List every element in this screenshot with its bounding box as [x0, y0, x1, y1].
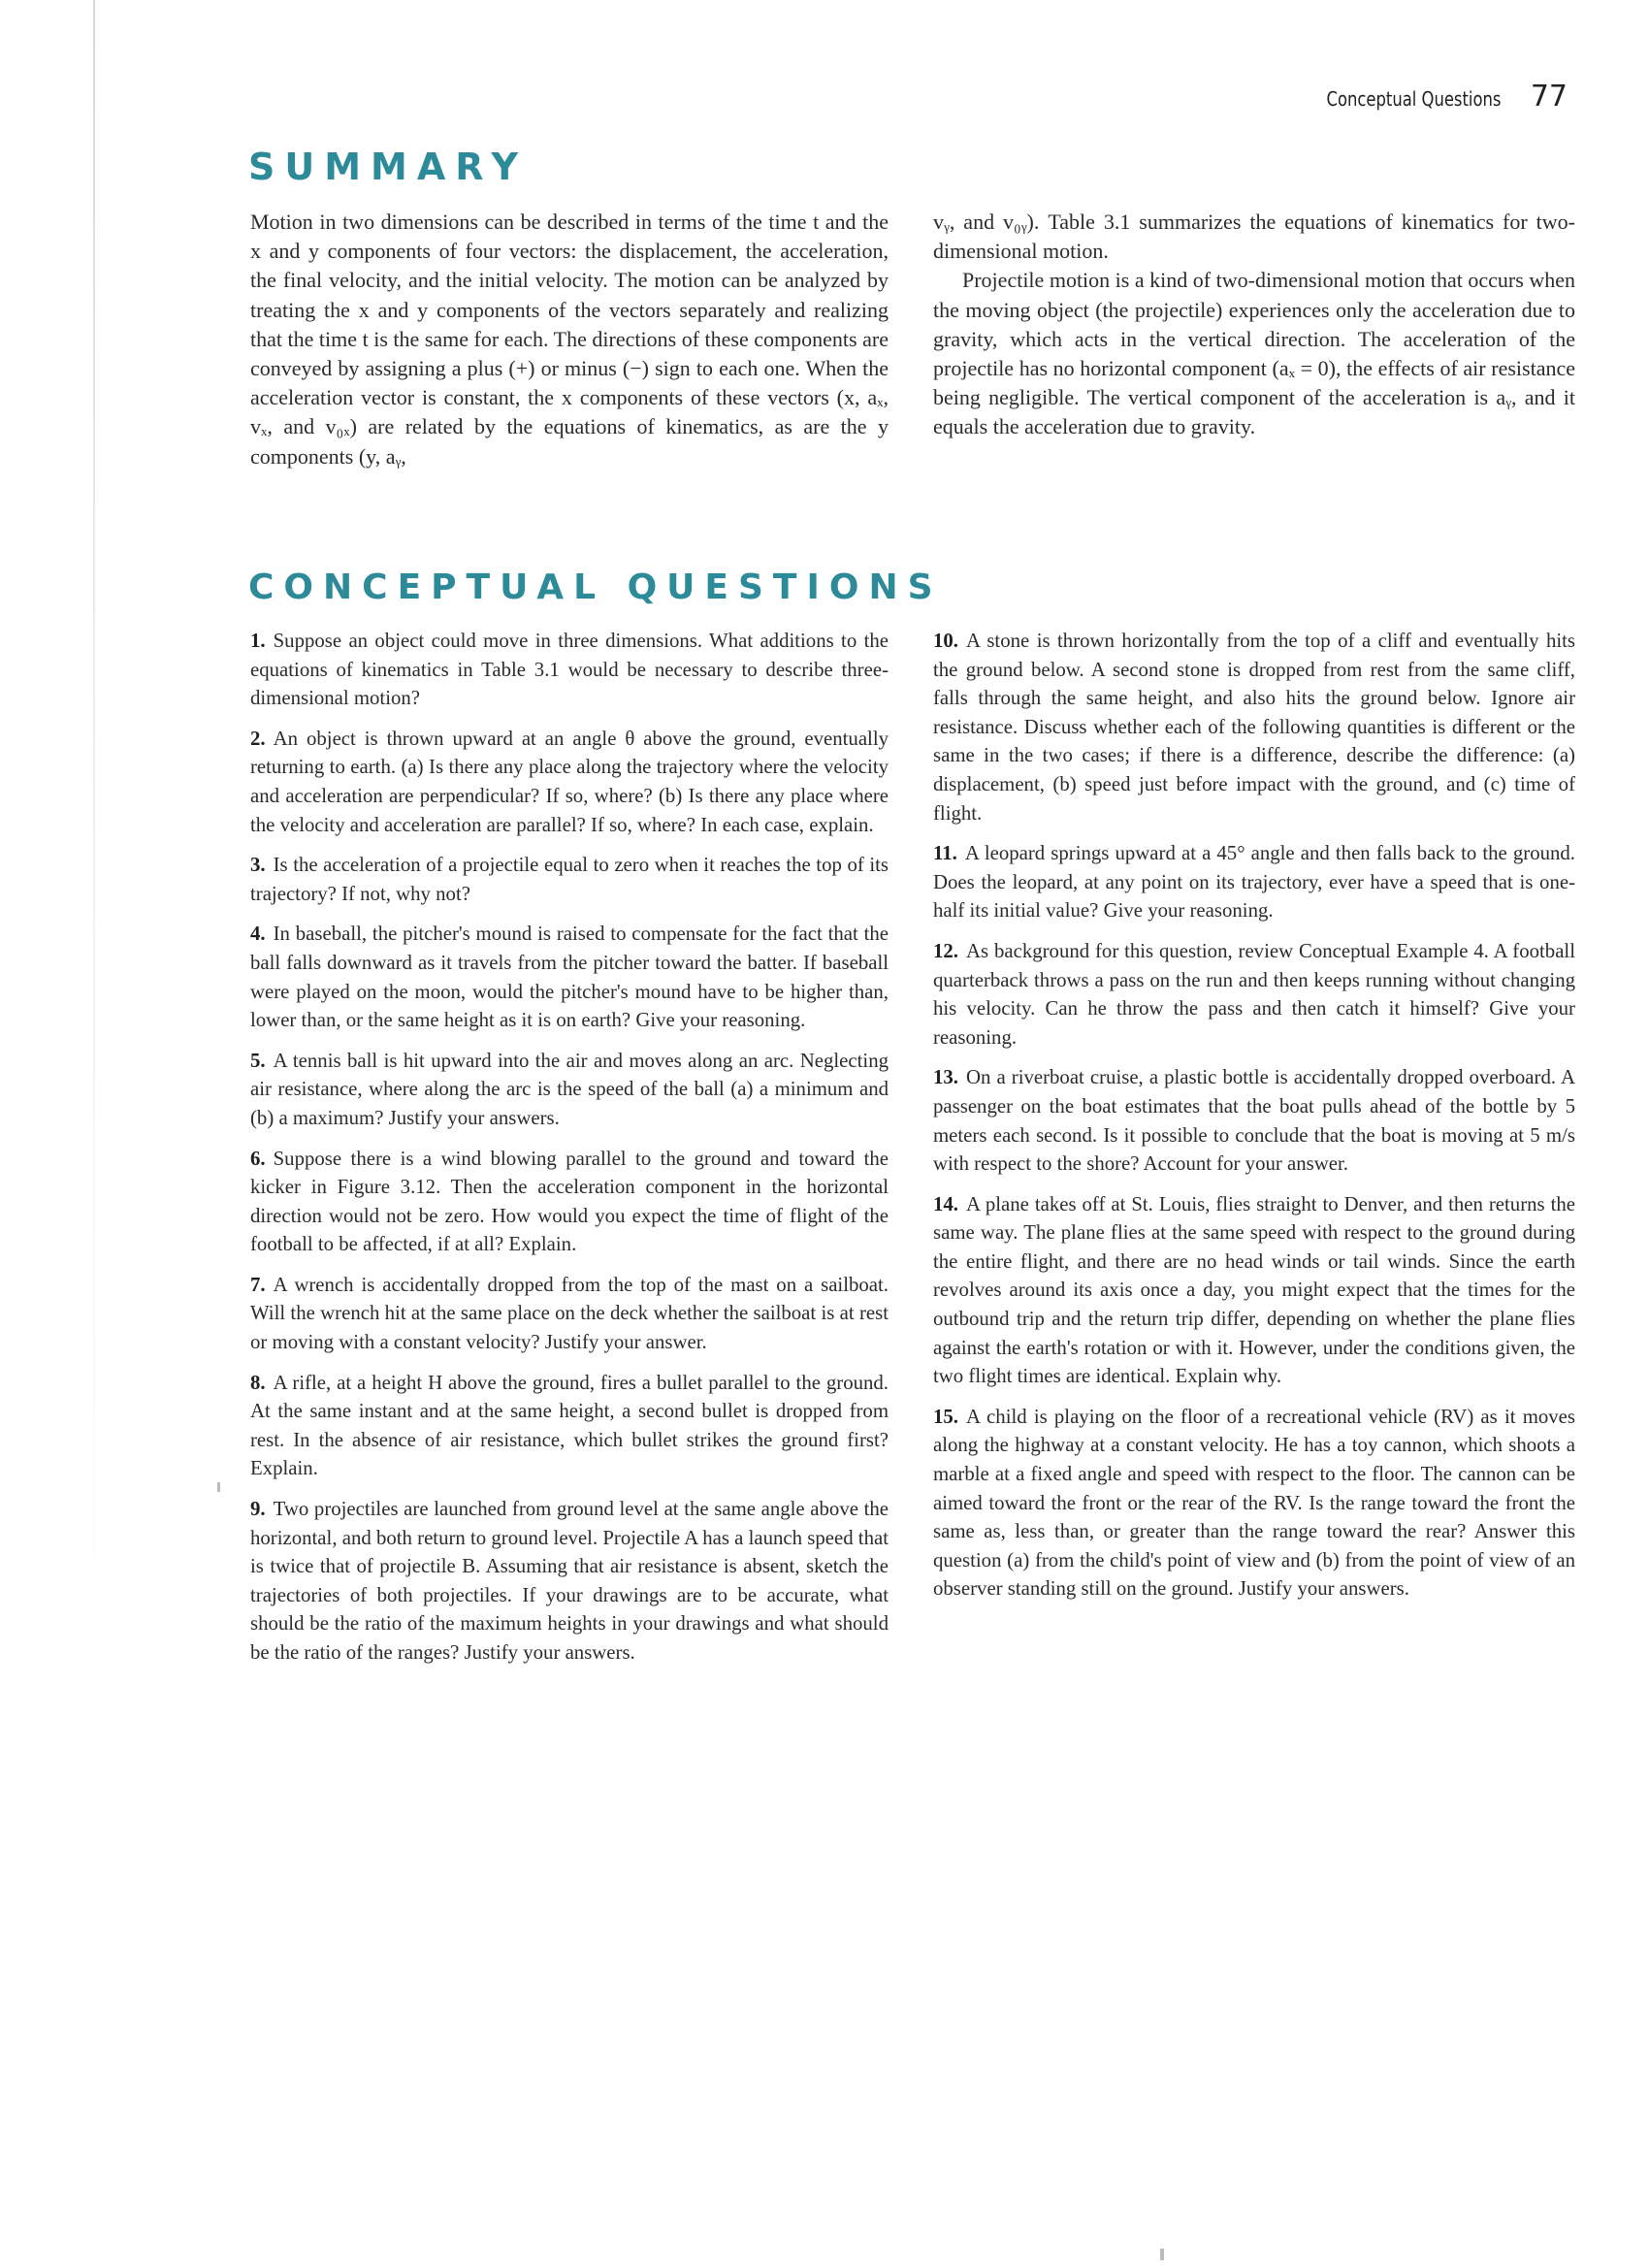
question-text: An object is thrown upward at an angle θ above the ground, eventually returning to earth. (a) Is there any place along the trajectory where the velocity and acceleration are perpendicular? If so, where? (b) Is there any place where the velocity and acceleration are parallel? If so, where? In each case, explain.	[250, 727, 889, 836]
question-number: 12.	[933, 939, 958, 962]
question-item	[933, 1403, 1575, 1604]
question-number: 9.	[250, 1498, 266, 1521]
question-number: 6.	[250, 1147, 266, 1170]
question-number: 4.	[250, 923, 266, 946]
running-header	[1288, 80, 1568, 113]
question-text: Suppose there is a wind blowing parallel to the ground and toward the kicker in Figure 3.12. Then the acceleration component in the horizontal direction would not be zero. How would you expect the time of flight of the football to be affected, if at all? Explain.	[250, 1147, 889, 1256]
questions-right-column	[933, 627, 1575, 1615]
summary-right-column	[933, 208, 1575, 442]
running-title: Conceptual Questions	[1326, 87, 1502, 111]
question-text: A child is playing on the floor of a recreational vehicle (RV) as it moves along the highway at a constant velocity. He has a toy cannon, which shoots a marble at a fixed angle and speed with respect to the floor. The cannon can be aimed toward the front or the rear of the RV. Is the range toward the front the same as, less than, or greater than the range toward the rear? Answer this question (a) from the child's point of view and (b) from the point of view of an observer standing still on the ground. Justify your answers.	[933, 1405, 1575, 1601]
question-text: A plane takes off at St. Louis, flies straight to Denver, and then returns the same way. The plane flies at the same speed with respect to the ground during the entire flight, and there are no head winds or tail winds. Since the earth revolves around its axis once a day, you might expect that the times for the outbound trip and the return trip differ, depending on whether the plane flies against the earth's rotation or with it. However, under the conditions given, the two flight times are identical. Explain why.	[933, 1192, 1575, 1388]
question-text: Suppose an object could move in three dimensions. What additions to the equations of kinematics in Table 3.1 would be necessary to describe three-dimensional motion?	[250, 630, 889, 710]
question-item	[250, 1369, 889, 1483]
scan-speck	[217, 1482, 220, 1492]
question-item	[250, 1495, 889, 1668]
summary-paragraph-continued: vᵧ, and v₀ᵧ). Table 3.1 summarizes the equations of kinematics for two-dimensional motion.	[933, 210, 1575, 264]
question-item	[933, 839, 1575, 925]
question-text: A leopard springs upward at a 45° angle and then falls back to the ground. Does the leopard, at any point on its trajectory, ever have a speed that is one-half its initial value? Give your reasoning.	[933, 842, 1575, 923]
question-item	[250, 1271, 889, 1357]
question-number: 8.	[250, 1371, 266, 1394]
question-number: 15.	[933, 1405, 958, 1428]
question-text: Is the acceleration of a projectile equal to zero when it reaches the top of its trajectory? If not, why not?	[250, 854, 889, 905]
question-number: 1.	[250, 630, 266, 652]
question-item	[250, 1047, 889, 1133]
question-item	[933, 1063, 1575, 1178]
question-number: 14.	[933, 1192, 958, 1215]
scan-speck	[1160, 2249, 1164, 2260]
question-item	[250, 1145, 889, 1259]
question-text: Two projectiles are launched from ground level at the same angle above the horizontal, and both return to ground level. Projectile A has a launch speed that is twice that of projectile B. Assuming that air resistance is absent, sketch the trajectories of both projectiles. If your drawings are to be accurate, what should be the ratio of the maximum heights in your drawings and what should be the ratio of the ranges? Justify your answers.	[250, 1498, 889, 1664]
question-number: 5.	[250, 1049, 266, 1072]
question-item	[933, 627, 1575, 827]
question-text: On a riverboat cruise, a plastic bottle is accidentally dropped overboard. A passenger on the boat estimates that the boat pulls ahead of the bottle by 5 meters each second. Is it possible to conclude that the boat is moving at 5 m/s with respect to the shore? Account for your answer.	[933, 1066, 1575, 1176]
question-number: 2.	[250, 727, 266, 750]
scan-binding-edge	[93, 0, 95, 1649]
question-text: A stone is thrown horizontally from the top of a cliff and eventually hits the ground below. A second stone is dropped from rest from the same cliff, falls through the same height, and also hits the ground below. Ignore air resistance. Discuss whether each of the following quantities is different or the same in the two cases; if there is a difference, describe the difference: (a) displacement, (b) speed just before impact with the ground, and (c) time of flight.	[933, 630, 1575, 825]
question-text: In baseball, the pitcher's mound is raised to compensate for the fact that the ball falls downward as it travels from the pitcher toward the batter. If baseball were played on the moon, would the pitcher's mound have to be higher than, lower than, or the same height as it is on earth? Give your reasoning.	[250, 923, 889, 1032]
question-number: 13.	[933, 1066, 958, 1089]
question-item	[250, 725, 889, 839]
summary-left-column	[250, 208, 889, 471]
question-text: A wrench is accidentally dropped from the top of the mast on a sailboat. Will the wrench hit at the same place on the deck whether the sailboat is at rest or moving with a constant velocity? Justify your answer.	[250, 1273, 889, 1354]
question-number: 10.	[933, 630, 958, 652]
question-number: 11.	[933, 842, 957, 865]
summary-paragraph-projectile: Projectile motion is a kind of two-dimensional motion that occurs when the moving object (the projectile) experiences only the acceleration due to gravity, which acts in the vertical direction. The acceleration of the projectile has no horizontal component (aₓ = 0), the effects of air resistance being negligible. The vertical component of the acceleration is aᵧ, and it equals the acceleration due to gravity.	[933, 268, 1575, 439]
page-number: 77	[1530, 80, 1568, 113]
conceptual-questions-heading: CONCEPTUAL QUESTIONS	[248, 567, 943, 607]
question-item	[250, 851, 889, 908]
summary-heading: SUMMARY	[248, 146, 528, 188]
question-item	[933, 937, 1575, 1052]
question-item	[933, 1190, 1575, 1391]
question-text: A tennis ball is hit upward into the air and moves along an arc. Neglecting air resistance, where along the arc is the speed of the ball (a) a minimum and (b) a maximum? Justify your answers.	[250, 1049, 889, 1129]
question-number: 3.	[250, 854, 266, 877]
question-text: As background for this question, review Conceptual Example 4. A football quarterback throws a pass on the run and then keeps running without changing his velocity. Can he throw the pass and then catch it himself? Give your reasoning.	[933, 939, 1575, 1049]
question-item	[250, 627, 889, 713]
question-number: 7.	[250, 1273, 266, 1296]
summary-paragraph: Motion in two dimensions can be described in terms of the time t and the x and y components of four vectors: the displacement, the acceleration, the final velocity, and the initial velocity. The motion can be analyzed by treating the x and y components of the vectors separately and realizing that the time t is the same for each. The directions of these components are conveyed by assigning a plus (+) or minus (−) sign to each one. When the acceleration vector is constant, the x components of these vectors (x, aₓ, vₓ, and v₀ₓ) are related by the equations of kinematics, as are the y components (y, aᵧ,	[250, 210, 889, 469]
question-item	[250, 920, 889, 1034]
question-text: A rifle, at a height H above the ground, fires a bullet parallel to the ground. At the same instant and at the same height, a second bullet is dropped from rest. In the absence of air resistance, which bullet strikes the ground first? Explain.	[250, 1371, 889, 1480]
questions-left-column	[250, 627, 889, 1679]
